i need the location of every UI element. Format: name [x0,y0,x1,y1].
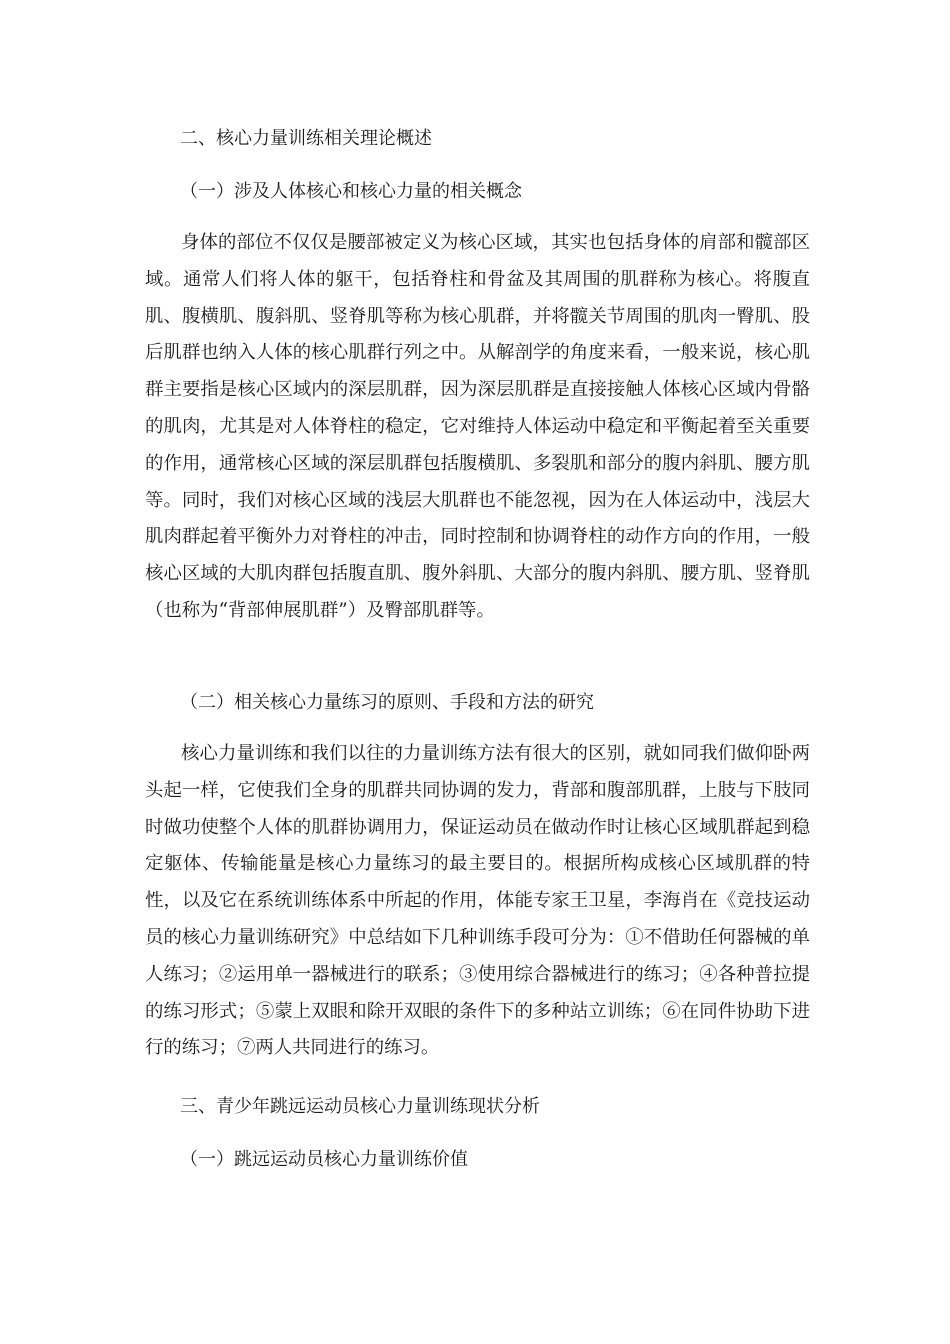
section-heading-2: 二、核心力量训练相关理论概述 [180,128,432,149]
subsection-heading-2-2: （二）相关核心力量练习的原则、手段和方法的研究 [180,692,594,713]
subsection-heading-3-1: （一）跳远运动员核心力量训练价值 [180,1149,468,1170]
section-heading-3: 三、青少年跳远运动员核心力量训练现状分析 [180,1096,540,1117]
body-paragraph-core-concepts: 身体的部位不仅仅是腰部被定义为核心区域，其实也包括身体的肩部和髋部区域。通常人们将人体的躯干，包括脊柱和骨盆及其周围的肌群称为核心。将腹直肌、腹横肌、腹斜肌、竖脊肌等称为核心肌群，并将髋关节周围的肌肉一臀肌、股后肌群也纳入人体的核心肌群行列之中。从解剖学的角度来看，一般来说，核心肌群主要指是核心区域内的深层肌群，因为深层肌群是直接接触人体核心区域内骨骼的肌肉，尤其是对人体脊柱的稳定，它对维持人体运动中稳定和平衡起着至关重要的作用，通常核心区域的深层肌群包括腹横肌、多裂肌和部分的腹内斜肌、腰方肌等。同时，我们对核心区域的浅层大肌群也不能忽视，因为在人体运动中，浅层大肌肉群起着平衡外力对脊柱的冲击，同时控制和协调脊柱的动作方向的作用，一般核心区域的大肌肉群包括腹直肌、腹外斜肌、大部分的腹内斜肌、腰方肌、竖脊肌（也称为“背部伸展肌群”）及臀部肌群等。 [145,232,810,621]
subsection-heading-2-1: （一）涉及人体核心和核心力量的相关概念 [180,181,522,202]
body-paragraph-training-methods: 核心力量训练和我们以往的力量训练方法有很大的区别，就如同我们做仰卧两头起一样，它使我们全身的肌群共同协调的发力，背部和腹部肌群，上肢与下肢同时做功使整个人体的肌群协调用力，保证运动员在做动作时让核心区域肌群起到稳定躯体、传输能量是核心力量练习的最主要目的。根据所构成核心区域肌群的特性，以及它在系统训练体系中所起的作用，体能专家王卫星，李海肖在《竞技运动员的核心力量训练研究》中总结如下几种训练手段可分为：①不借助任何器械的单人练习；②运用单一器械进行的联系；③使用综合器械进行的练习；④各种普拉提的练习形式；⑤蒙上双眼和除开双眼的条件下的多种站立训练；⑥在同件协助下进行的练习；⑦两人共同进行的练习。 [145,743,810,1059]
